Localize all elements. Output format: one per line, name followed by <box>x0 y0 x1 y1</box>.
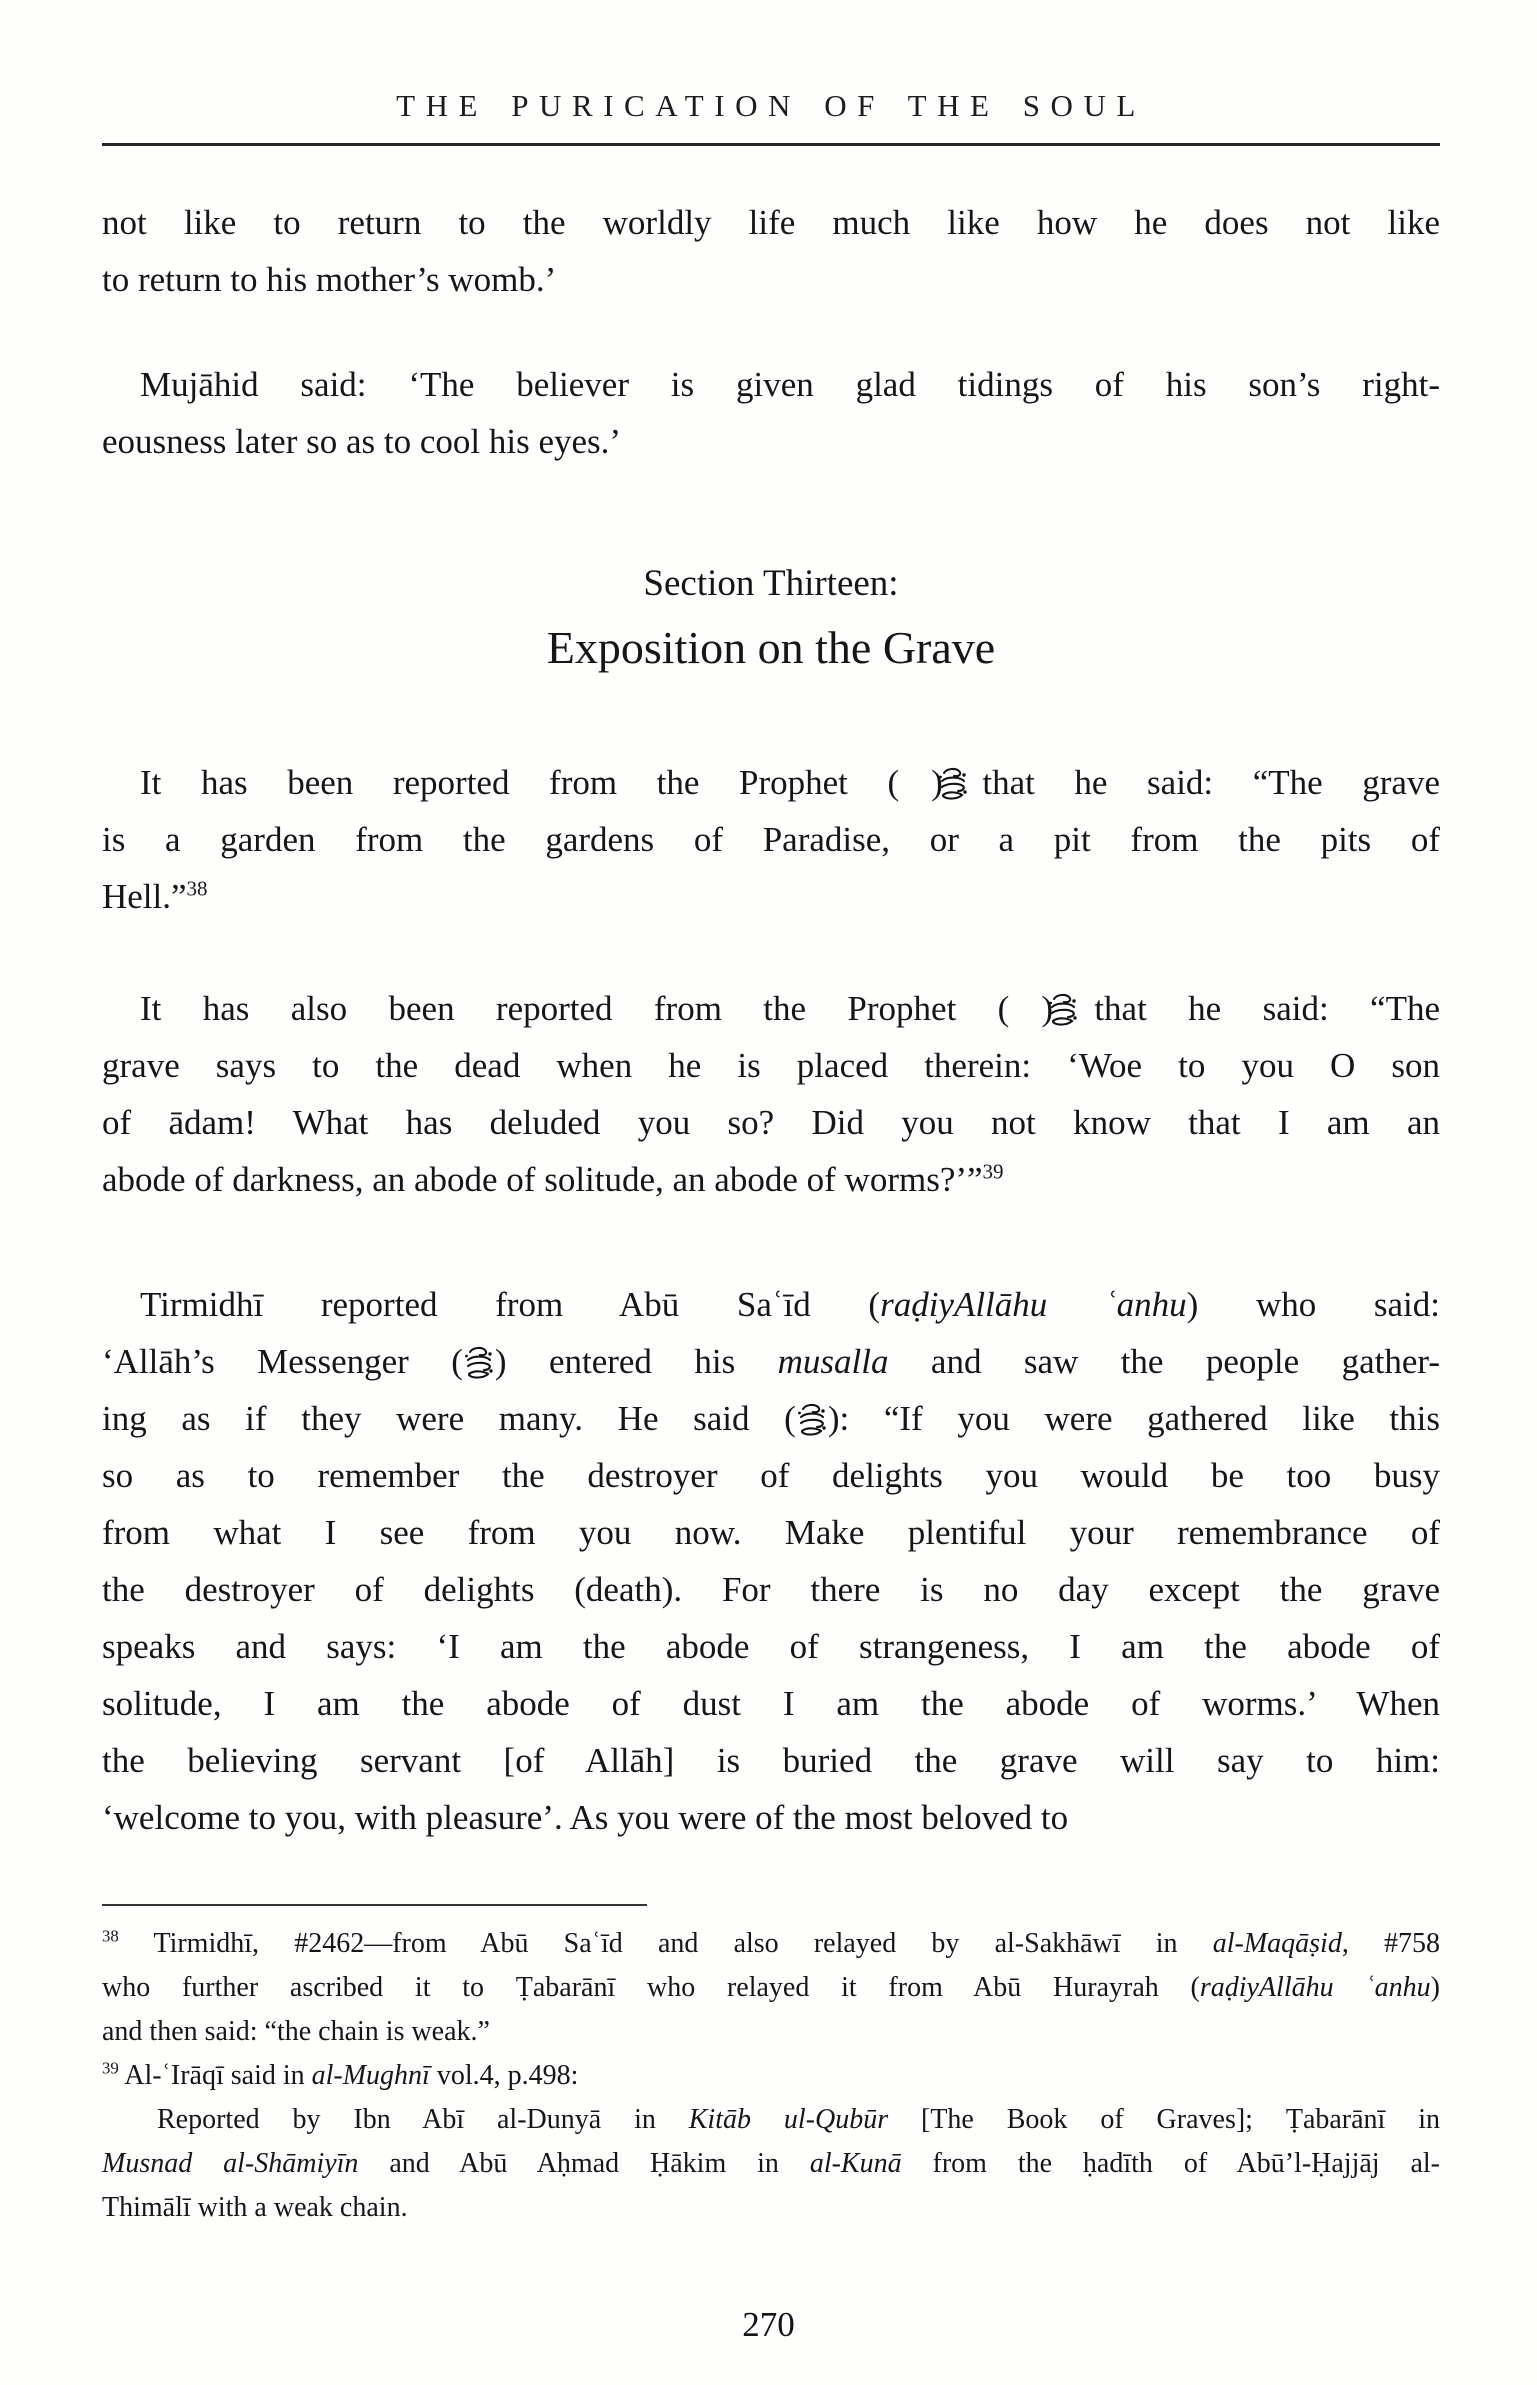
footnotes <box>102 1922 1440 2230</box>
footnote-39 <box>102 2054 1440 2230</box>
sallallahu-alayhi-wa-sallam-icon <box>1010 988 1040 1024</box>
paragraph <box>102 356 1440 470</box>
text-line: the believing servant [of Allāh] is buried the grave will say to him: <box>102 1741 1440 1780</box>
section-title: Exposition on the Grave <box>546 622 996 673</box>
text-line: ing as if they were many. He said ( ): “If you were gathered like this <box>102 1399 1440 1438</box>
paragraph <box>102 1276 1440 1846</box>
section-label: Section Thirteen: <box>643 563 899 604</box>
text-line: It has also been reported from the Prophet ( ) that he said: “The <box>140 989 1440 1028</box>
text-line: It has been reported from the Prophet ( ) that he said: “The grave <box>140 763 1440 802</box>
text-line: ‘Allāh’s Messenger ( ) entered his musalla and saw the people gather- <box>102 1342 1440 1381</box>
footnote-line: Thimālī with a weak chain. <box>102 2192 408 2223</box>
text-line: from what I see from you now. Make plentiful your remembrance of <box>102 1513 1440 1552</box>
footnote-line: and then said: “the chain is weak.” <box>102 2016 490 2047</box>
sallallahu-alayhi-wa-sallam-icon <box>797 1398 827 1434</box>
footnote-line: Reported by Ibn Abī al-Dunyā in Kitāb ul-Qubūr [The Book of Graves]; Ṭabarānī in <box>157 2104 1441 2135</box>
text-line: to return to his mother’s womb.’ <box>102 260 557 299</box>
text-line: not like to return to the worldly life much like how he does not like <box>102 203 1440 242</box>
footnote-38 <box>102 1922 1440 2054</box>
main-text <box>102 194 1440 1846</box>
footnote-line: $^{38}$ Tirmidhī, #2462—from Abū Saʿīd and also relayed by al-Sakhāwī in al-Maqāṣid, #758 <box>102 1926 1441 1959</box>
paragraph <box>102 980 1440 1208</box>
text-line: is a garden from the gardens of Paradise, or a pit from the pits of <box>102 820 1440 859</box>
text-line: Hell.”$^{38}$ <box>102 876 208 916</box>
paragraph <box>102 194 1440 308</box>
text-line: Mujāhid said: ‘The believer is given glad tidings of his son’s right- <box>140 365 1440 404</box>
text-line: so as to remember the destroyer of delights you would be too busy <box>102 1456 1440 1495</box>
text-line: grave says to the dead when he is placed therein: ‘Woe to you O son <box>102 1046 1440 1085</box>
running-header: THE PURICATION OF THE SOUL <box>396 88 1146 123</box>
text-line: abode of darkness, an abode of solitude, an abode of worms?’”$^{39}$ <box>102 1159 1004 1199</box>
sallallahu-alayhi-wa-sallam-icon <box>464 1341 494 1377</box>
sallallahu-alayhi-wa-sallam-icon <box>900 762 930 798</box>
text-line: ‘welcome to you, with pleasure’. As you were of the most beloved to <box>102 1798 1069 1837</box>
paragraph <box>102 754 1440 925</box>
text-line: of ādam! What has deluded you so? Did you not know that I am an <box>102 1103 1440 1142</box>
footnote-line: Musnad al-Shāmiyīn and Abū Aḥmad Ḥākim in al-Kunā from the ḥadīth of Abū’l-Ḥajjāj al- <box>102 2148 1440 2179</box>
text-line: eousness later so as to cool his eyes.’ <box>102 422 622 461</box>
footnote-line: who further ascribed it to Ṭabarānī who relayed it from Abū Hurayrah (raḍiyAllāhu ʿanhu) <box>102 1972 1440 2003</box>
header-rule <box>102 143 1440 146</box>
text-line: Tirmidhī reported from Abū Saʿīd (raḍiyAllāhu ʿanhu) who said: <box>140 1285 1440 1324</box>
footnote-line: $^{39}$ Al-ʿIrāqī said in al-Mughnī vol.4, p.498: <box>102 2058 579 2091</box>
page-number: 270 <box>742 2305 795 2344</box>
text-line: solitude, I am the abode of dust I am the abode of worms.’ When <box>102 1684 1440 1723</box>
text-line: the destroyer of delights (death). For there is no day except the grave <box>102 1570 1440 1609</box>
text-line: speaks and says: ‘I am the abode of strangeness, I am the abode of <box>102 1627 1440 1666</box>
footnote-separator <box>102 1904 647 1906</box>
